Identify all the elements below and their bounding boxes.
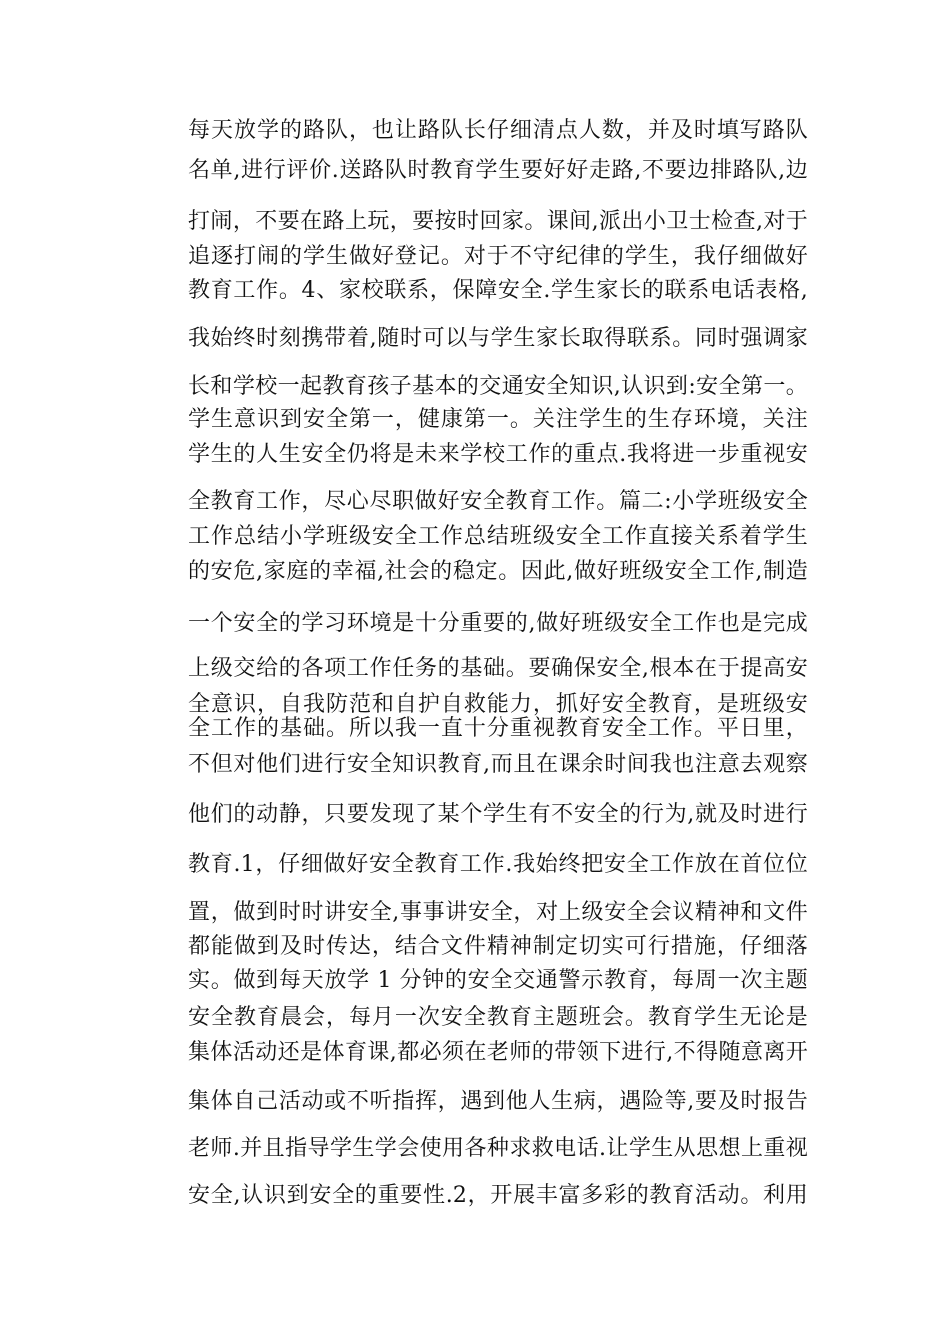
text-line: 工作总结小学班级安全工作总结班级安全工作直接关系着学生	[188, 524, 808, 549]
text-line: 一个安全的学习环境是十分重要的,做好班级安全工作也是完成	[188, 611, 808, 636]
text-line: 安全,认识到安全的重要性.2，开展丰富多彩的教育活动。利用	[188, 1183, 808, 1208]
text-line: 我始终时刻携带着,随时可以与学生家长取得联系。同时强调家	[188, 326, 808, 351]
text-line: 教育.1，仔细做好安全教育工作.我始终把安全工作放在首位位	[188, 852, 808, 877]
text-line: 的安危,家庭的幸福,社会的稳定。因此,做好班级安全工作,制造	[188, 559, 808, 584]
text-line: 都能做到及时传达，结合文件精神制定切实可行措施，仔细落	[188, 934, 808, 959]
text-line: 上级交给的各项工作任务的基础。要确保安全,根本在于提高安	[188, 656, 808, 681]
text-line: 全教育工作，尽心尽职做好安全教育工作。篇二:小学班级安全	[188, 489, 808, 514]
text-line: 长和学校一起教育孩子基本的交通安全知识,认识到:安全第一。	[188, 374, 808, 399]
text-line: 集体自己活动或不听指挥，遇到他人生病，遇险等,要及时报告	[188, 1089, 808, 1114]
text-line: 全意识，自我防范和自护自救能力，抓好安全教育，是班级安	[188, 692, 808, 717]
text-line: 学生的人生安全仍将是未来学校工作的重点.我将进一步重视安	[188, 442, 808, 467]
text-line: 不但对他们进行安全知识教育,而且在课余时间我也注意去观察	[188, 752, 808, 777]
text-line: 实。做到每天放学 1 分钟的安全交通警示教育，每周一次主题	[188, 968, 808, 993]
text-line: 名单,进行评价.送路队时教育学生要好好走路,不要边排路队,边	[188, 158, 808, 183]
text-line: 教育工作。4、家校联系，保障安全.学生家长的联系电话表格,	[188, 278, 808, 303]
text-line: 置，做到时时讲安全,事事讲安全，对上级安全会议精神和文件	[188, 900, 808, 925]
text-line: 老师.并且指导学生学会使用各种求救电话.让学生从思想上重视	[188, 1136, 808, 1161]
text-line: 每天放学的路队，也让路队长仔细清点人数，并及时填写路队	[188, 118, 808, 143]
text-line: 追逐打闹的学生做好登记。对于不守纪律的学生，我仔细做好	[188, 244, 808, 269]
text-line: 全工作的基础。所以我一直十分重视教育安全工作。平日里，	[188, 716, 808, 741]
text-line: 集体活动还是体育课,都必须在老师的带领下进行,不得随意离开	[188, 1040, 808, 1065]
text-line: 他们的动静，只要发现了某个学生有不安全的行为,就及时进行	[188, 802, 808, 827]
text-line: 学生意识到安全第一，健康第一。关注学生的生存环境，关注	[188, 407, 808, 432]
text-line: 打闹，不要在路上玩，要按时回家。课间,派出小卫士检查,对于	[188, 209, 808, 234]
text-line: 安全教育晨会，每月一次安全教育主题班会。教育学生无论是	[188, 1005, 808, 1030]
